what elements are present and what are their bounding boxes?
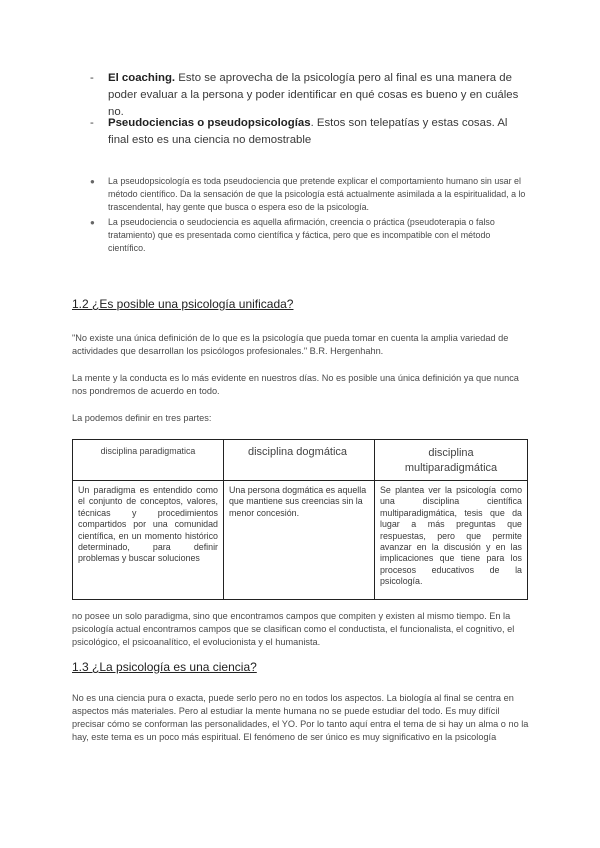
dash-item-text: . Estos son telepatías y estas cosas. Al final esto es una ciencia no demostrable bbox=[108, 117, 508, 146]
table-header-cell: disciplina paradigmatica bbox=[73, 440, 224, 481]
disciplines-table bbox=[72, 439, 528, 600]
bullet-list bbox=[90, 175, 530, 257]
paragraph: No es una ciencia pura o exacta, puede serlo pero no en todos los aspectos. La biología al final se centra en aspectos más materiales. Pero al estudiar la mente humana no se puede estudiar del todo. Es muy difícil precisar cómo se conforman las personalidades, el YO. Por lo tanto aquí entra el tema de si hay un alma o no la hay, este tema es un poco más espiritual. El fenómeno de ser único es muy significativo en la psicología bbox=[72, 693, 529, 742]
bullet-dot-icon: ● bbox=[90, 177, 95, 186]
paragraph: La podemos definir en tres partes: bbox=[72, 413, 212, 423]
quote-paragraph: "No existe una única definición de lo que es la psicología que pueda tomar en cuenta la amplia variedad de actividades que desarrollan los psicólogos profesionales." B.R. Hergenhahn. bbox=[72, 333, 509, 356]
bullet-item bbox=[90, 175, 530, 214]
paragraph: no posee un solo paradigma, sino que encontramos campos que compiten y existen al mismo tiempo. En la psicología actual encontramos campos que se clasifican como el conductista, el funcionalista, el cognitivo, el psicológico, el psicoanalítico, el evolucionista y el humanista. bbox=[72, 611, 515, 647]
table-header-cell: disciplina multiparadigmática bbox=[375, 440, 528, 481]
table-row bbox=[73, 481, 528, 600]
section-heading-1-2: 1.2 ¿Es posible una psicología unificada? bbox=[72, 297, 294, 311]
bullet-text: La pseudociencia o seudociencia es aquella afirmación, creencia o práctica (pseudoterapia o falso tratamiento) que es presentada como científica y fáctica, pero que es incompatible con el método científico. bbox=[108, 217, 495, 253]
table-cell: Una persona dogmática es aquella que mantiene sus creencias sin la menor concesión. bbox=[224, 481, 375, 600]
bullet-dot-icon: ● bbox=[90, 218, 95, 227]
table-cell: Se plantea ver la psicología como una disciplina científica multiparadigmática, tesis que da lugar a más preguntas que respuestas, pero que permite avanzar en la discusión y en las implicaciones que tiene para los procesos educativos de la psicología. bbox=[375, 481, 528, 600]
dash-item-bold: Pseudociencias o pseudopsicologías bbox=[108, 117, 311, 129]
dash-marker: - bbox=[90, 117, 94, 129]
paragraph: La mente y la conducta es lo más evidente en nuestros días. No es posible una única definición ya que nunca nos pondremos de acuerdo en todo. bbox=[72, 373, 519, 396]
section-heading-1-3: 1.3 ¿La psicología es una ciencia? bbox=[72, 660, 257, 674]
dash-item-text: Esto se aprovecha de la psicología pero al final es una manera de poder evaluar a la persona y poder identificar en qué cosas es bueno y en cuáles no. bbox=[108, 72, 519, 118]
table-header-row bbox=[73, 440, 528, 481]
bullet-item bbox=[90, 216, 530, 255]
table-header-cell: disciplina dogmática bbox=[224, 440, 375, 481]
bullet-text: La pseudopsicología es toda pseudociencia que pretende explicar el comportamiento humano sin usar el método científico. Da la sensación de que la psicología está actualmente asimilada a la espiritualidad, a lo trascendental, hay gente que busca o espera eso de la psicología. bbox=[108, 176, 526, 212]
table-cell: Un paradigma es entendido como el conjunto de conceptos, valores, técnicas y procedimientos compartidos por una comunidad científica, en un momento histórico determinado, para definir problemas y buscar soluciones bbox=[73, 481, 224, 600]
dash-item-pseudociencias bbox=[90, 115, 530, 149]
dash-item-coaching bbox=[90, 70, 530, 121]
dash-marker: - bbox=[90, 72, 94, 84]
dash-item-bold: El coaching. bbox=[108, 72, 176, 84]
